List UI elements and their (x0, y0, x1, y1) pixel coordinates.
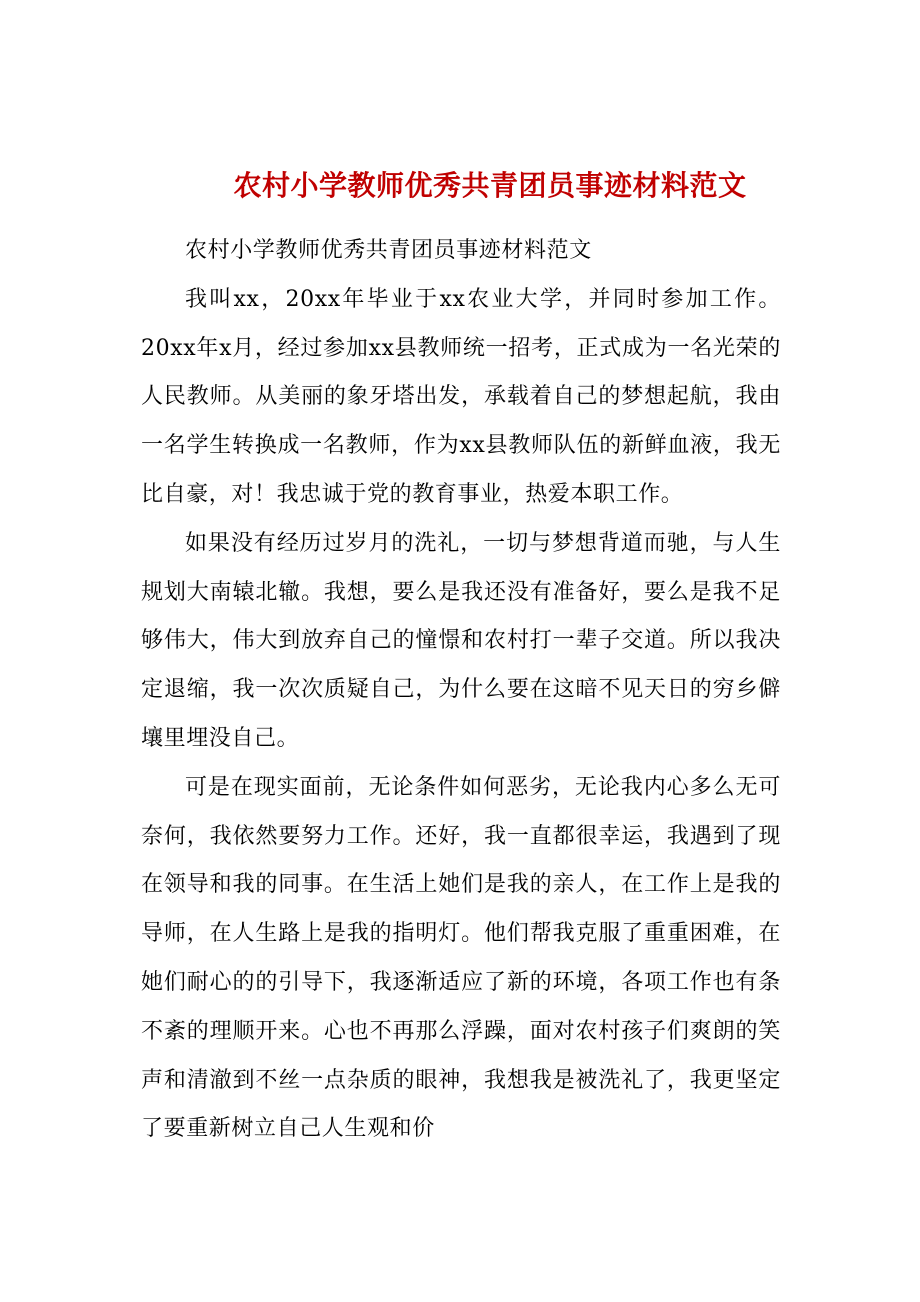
document-title: 农村小学教师优秀共青团员事迹材料范文 (233, 169, 747, 202)
paragraph-growth: 可是在现实面前，无论条件如何恶劣，无论我内心多么无可奈何，我依然要努力工作。还好，我一直都很幸运，我遇到了现在领导和我的同事。在生活上她们是我的亲人，在工作上是我的导师，在人生路上是我的指明灯。他们帮我克服了重重困难，在她们耐心的的引导下，我逐渐适应了新的环境，各项工作也有条不紊的理顺开来。心也不再那么浮躁，面对农村孩子们爽朗的笑声和清澈到不丝一点杂质的眼神，我想我是被洗礼了，我更坚定了要重新树立自己人生观和价 (141, 774, 781, 1142)
document-body (141, 227, 781, 1154)
paragraph-introduction: 我叫xx，20xx年毕业于xx农业大学，并同时参加工作。20xx年x月，经过参加xx县教师统一招考，正式成为一名光荣的人民教师。从美丽的象牙塔出发，承载着自己的梦想起航，我由一名学生转换成一名教师，作为xx县教师队伍的新鲜血液，我无比自豪，对！我忠诚于党的教育事业，热爱本职工作。 (141, 286, 781, 507)
paragraph-doubts: 如果没有经历过岁月的洗礼，一切与梦想背道而驰，与人生规划大南辕北辙。我想，要么是我还没有准备好，要么是我不足够伟大，伟大到放弃自己的憧憬和农村打一辈子交道。所以我决定退缩，我一次次质疑自己，为什么要在这暗不见天日的穷乡僻壤里埋没自己。 (141, 530, 781, 751)
paragraph-subtitle: 农村小学教师优秀共青团员事迹材料范文 (185, 238, 592, 263)
